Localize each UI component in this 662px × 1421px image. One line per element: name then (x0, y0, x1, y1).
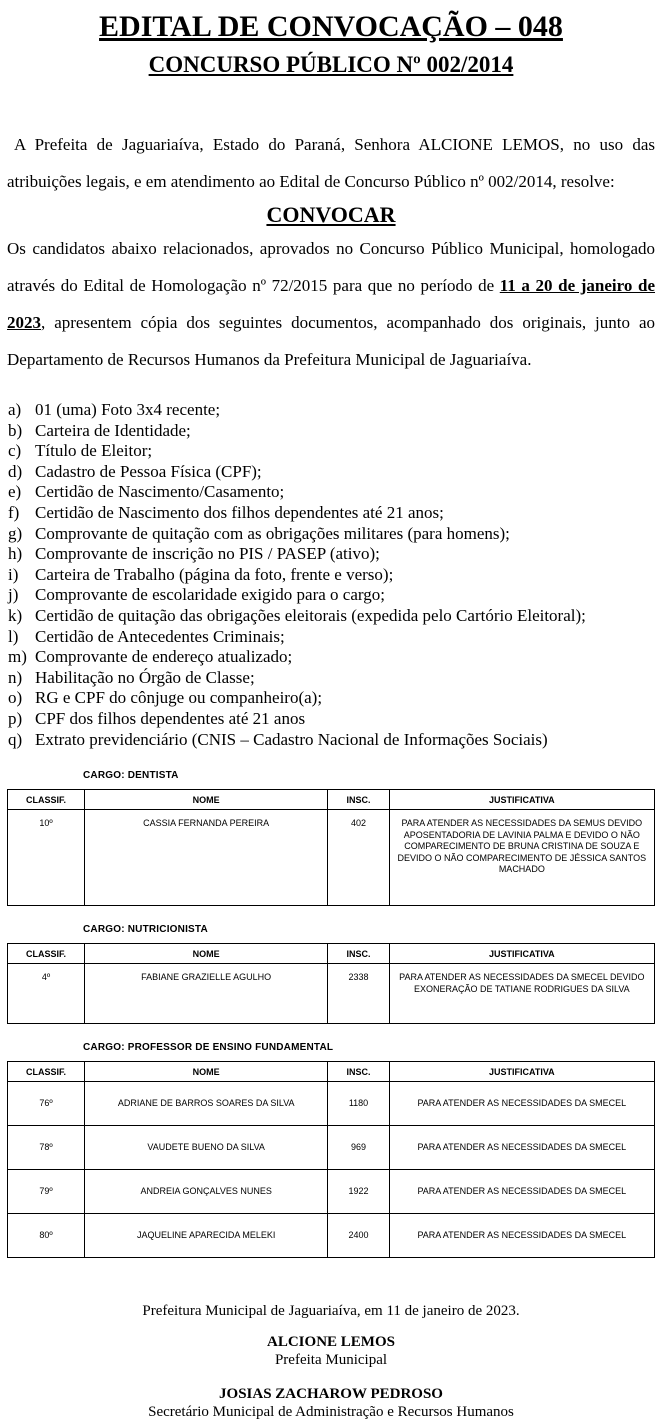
column-header: NOME (85, 944, 328, 964)
list-item (8, 709, 655, 730)
body-paragraph-part1: Os candidatos abaixo relacionados, aprovados no Concurso Público Municipal, homologado através do Edital de Homologação nº 72/2015 para que no período de (7, 239, 655, 295)
table-row (8, 1214, 655, 1258)
tables-host (7, 770, 655, 1258)
list-item (8, 482, 655, 503)
list-item-label: h) (8, 544, 23, 564)
cell-nome: FABIANE GRAZIELLE AGULHO (85, 964, 328, 1024)
column-header: INSC. (328, 790, 389, 810)
list-item (8, 647, 655, 668)
cell-classif: 4º (8, 964, 85, 1024)
list-item-label: k) (8, 605, 23, 625)
cell-justificativa: PARA ATENDER AS NECESSIDADES DA SEMUS DEVIDO APOSENTADORIA DE LAVINIA PALMA E DEVIDO O NÃO COMPARECIMENTO DE BRUNA CRISTINA DE SOUZA E DEVIDO O NÃO COMPARECIMENTO DE JÉSSICA SANTOS MACHADO (389, 810, 654, 906)
list-item-text: RG e CPF do cônjuge ou companheiro(a); (35, 688, 323, 708)
column-header: JUSTIFICATIVA (389, 1062, 654, 1082)
column-header: NOME (85, 1062, 328, 1082)
cell-insc: 1180 (328, 1082, 389, 1126)
column-header: INSC. (328, 944, 389, 964)
signature-name: ALCIONE LEMOS (267, 1334, 395, 1351)
list-item (8, 730, 655, 751)
list-item-label: q) (8, 729, 23, 749)
list-item (8, 606, 655, 627)
table-row (8, 810, 655, 906)
list-item-label: i) (8, 564, 19, 584)
column-header: INSC. (328, 1062, 389, 1082)
cell-classif: 79º (8, 1170, 85, 1214)
list-item (8, 565, 655, 586)
column-header: CLASSIF. (8, 944, 85, 964)
list-item-text: Carteira de Identidade; (35, 420, 191, 440)
cell-insc: 402 (328, 810, 389, 906)
cell-justificativa: PARA ATENDER AS NECESSIDADES DA SMECEL DEVIDO EXONERAÇÃO DE TATIANE RODRIGUES DA SILVA (389, 964, 654, 1024)
list-item (8, 400, 655, 421)
page-title: EDITAL DE CONVOCAÇÃO – 048 (99, 10, 563, 43)
list-item-text: 01 (uma) Foto 3x4 recente; (35, 400, 221, 419)
list-item-label: f) (8, 502, 20, 522)
cell-classif: 80º (8, 1214, 85, 1258)
list-item-label: l) (8, 626, 19, 646)
cell-insc: 969 (328, 1126, 389, 1170)
list-item-label: p) (8, 708, 23, 728)
list-item (8, 544, 655, 565)
list-item-text: CPF dos filhos dependentes até 21 anos (35, 708, 306, 728)
table-row (8, 964, 655, 1024)
cell-classif: 76º (8, 1082, 85, 1126)
column-header: JUSTIFICATIVA (389, 790, 654, 810)
footer (7, 1302, 655, 1421)
table-head (8, 944, 655, 964)
cargo-heading: CARGO: NUTRICIONISTA (83, 924, 208, 936)
column-header: JUSTIFICATIVA (389, 944, 654, 964)
list-item (8, 462, 655, 483)
body-paragraph-part2: , apresentem cópia dos seguintes documentos, acompanhado dos originais, junto ao Departamento de Recursos Humanos da Prefeitura Municipal de Jaguariaíva. (7, 313, 655, 369)
table-body (8, 964, 655, 1024)
list-item-label: o) (8, 688, 23, 708)
list-item (8, 585, 655, 606)
list-item-label: b) (8, 420, 23, 440)
table-body (8, 1082, 655, 1258)
list-item-label: n) (8, 667, 23, 687)
body-paragraph-highlight: 11 a 20 de janeiro de 2023 (7, 276, 655, 332)
list-item-label: d) (8, 461, 23, 481)
cell-insc: 1922 (328, 1170, 389, 1214)
column-header: NOME (85, 790, 328, 810)
list-item-label: c) (8, 441, 22, 461)
cargo-heading: CARGO: DENTISTA (83, 770, 179, 782)
column-header: CLASSIF. (8, 1062, 85, 1082)
list-item-label: j) (8, 585, 19, 605)
candidates-table (7, 1061, 655, 1258)
list-item-label: m) (8, 647, 27, 667)
header-row (8, 944, 655, 964)
cell-justificativa: PARA ATENDER AS NECESSIDADES DA SMECEL (389, 1214, 654, 1258)
candidates-table (7, 943, 655, 1024)
list-item-label: e) (8, 482, 22, 502)
list-item-text: Comprovante de endereço atualizado; (35, 647, 293, 667)
list-item-text: Certidão de quitação das obrigações eleitorais (expedida pelo Cartório Eleitoral); (35, 605, 586, 625)
candidates-table (7, 789, 655, 906)
list-item-text: Título de Eleitor; (35, 441, 153, 461)
header-row (8, 790, 655, 810)
cell-nome: ADRIANE DE BARROS SOARES DA SILVA (85, 1082, 328, 1126)
cell-insc: 2338 (328, 964, 389, 1024)
table-row (8, 1170, 655, 1214)
cell-nome: CASSIA FERNANDA PEREIRA (85, 810, 328, 906)
table-head (8, 790, 655, 810)
header-row (8, 1062, 655, 1082)
cell-nome: ANDREIA GONÇALVES NUNES (85, 1170, 328, 1214)
table-head (8, 1062, 655, 1082)
cargo-section (7, 924, 655, 1024)
table-body (8, 810, 655, 906)
cargo-heading: CARGO: PROFESSOR DE ENSINO FUNDAMENTAL (83, 1042, 334, 1054)
place-date-line: Prefeitura Municipal de Jaguariaíva, em 11 de janeiro de 2023. (142, 1303, 520, 1320)
signature-role: Secretário Municipal de Administração e Recursos Humanos (148, 1404, 514, 1421)
signature-block (7, 1333, 655, 1369)
cell-classif: 78º (8, 1126, 85, 1170)
cell-justificativa: PARA ATENDER AS NECESSIDADES DA SMECEL (389, 1126, 654, 1170)
list-item-text: Certidão de Nascimento/Casamento; (35, 482, 285, 502)
signature-block (7, 1385, 655, 1421)
list-item-text: Habilitação no Órgão de Classe; (35, 667, 255, 687)
list-item-text: Comprovante de quitação com as obrigações militares (para homens); (35, 523, 510, 543)
cargo-section (7, 770, 655, 906)
table-row (8, 1082, 655, 1126)
cell-insc: 2400 (328, 1214, 389, 1258)
list-item (8, 441, 655, 462)
convocar-heading: CONVOCAR (266, 202, 396, 227)
list-item-text: Extrato previdenciário (CNIS – Cadastro Nacional de Informações Sociais) (35, 729, 548, 749)
list-item-text: Comprovante de escolaridade exigido para o cargo; (35, 585, 385, 605)
list-item-text: Certidão de Antecedentes Criminais; (35, 626, 285, 646)
list-item-text: Cadastro de Pessoa Física (CPF); (35, 461, 262, 481)
signature-role: Prefeita Municipal (274, 1352, 388, 1369)
cell-nome: JAQUELINE APARECIDA MELEKI (85, 1214, 328, 1258)
page-subtitle: CONCURSO PÚBLICO Nº 002/2014 (148, 52, 514, 77)
list-item (8, 688, 655, 709)
documents-list (8, 400, 655, 750)
list-item (8, 627, 655, 648)
cell-nome: VAUDETE BUENO DA SILVA (85, 1126, 328, 1170)
body-paragraph (7, 230, 655, 378)
list-item (8, 421, 655, 442)
list-item (8, 668, 655, 689)
list-item-label: a) (8, 400, 22, 419)
list-item (8, 503, 655, 524)
list-item-text: Carteira de Trabalho (página da foto, frente e verso); (35, 564, 394, 584)
list-item-text: Comprovante de inscrição no PIS / PASEP (ativo); (35, 544, 380, 564)
list-item-text: Certidão de Nascimento dos filhos dependentes até 21 anos; (35, 502, 444, 522)
cell-justificativa: PARA ATENDER AS NECESSIDADES DA SMECEL (389, 1082, 654, 1126)
cargo-section (7, 1042, 655, 1258)
intro-paragraph: A Prefeita de Jaguariaíva, Estado do Paraná, Senhora ALCIONE LEMOS, no uso das atribuições legais, e em atendimento ao Edital de Concurso Público nº 002/2014, resolve: (7, 135, 655, 191)
table-row (8, 1126, 655, 1170)
list-item (8, 524, 655, 545)
cell-classif: 10º (8, 810, 85, 906)
column-header: CLASSIF. (8, 790, 85, 810)
list-item-label: g) (8, 523, 23, 543)
cell-justificativa: PARA ATENDER AS NECESSIDADES DA SMECEL (389, 1170, 654, 1214)
signature-name: JOSIAS ZACHAROW PEDROSO (219, 1386, 443, 1403)
